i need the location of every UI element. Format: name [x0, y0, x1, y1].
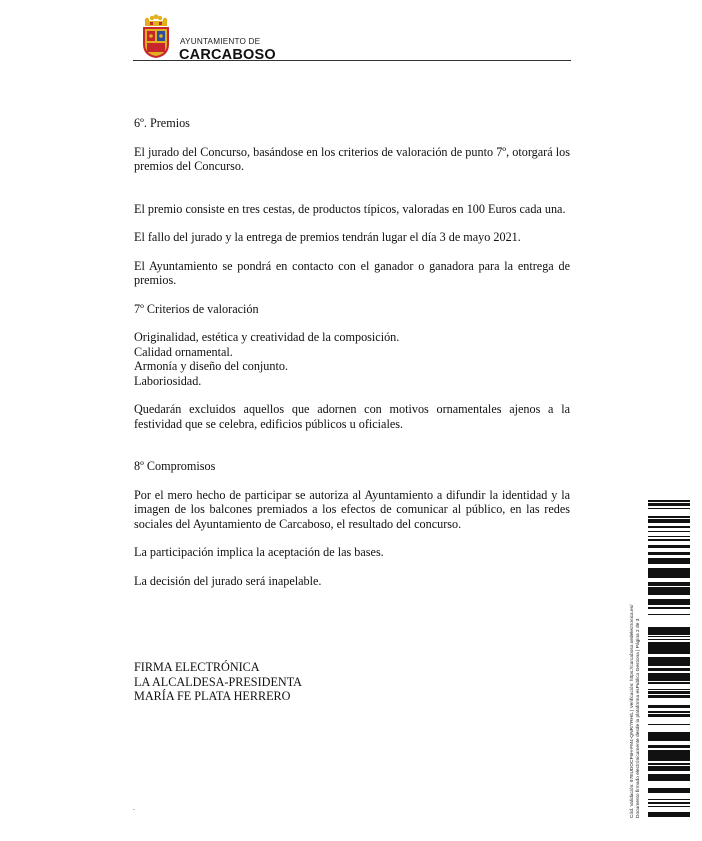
barcode-bar: [648, 505, 690, 506]
barcode-bar: [648, 628, 690, 630]
barcode-bar: [648, 802, 690, 804]
barcode-bar: [648, 673, 690, 676]
barcode-bar: [648, 697, 690, 698]
barcode-bar: [648, 705, 690, 708]
footer-mark: .: [133, 803, 135, 812]
paragraph: El premio consiste en tres cestas, de productos típicos, valoradas en 100 Euros cada una.: [134, 201, 566, 216]
letterhead: [141, 14, 571, 63]
barcode-bar: [648, 522, 690, 523]
validation-line: Documento firmado electrónicamente desde la plataforma esPublico Gestiona | Página 2 de 3: [636, 618, 641, 818]
barcode-bar: [648, 779, 690, 781]
barcode-bar: [648, 647, 690, 649]
barcode-bar: [648, 649, 690, 652]
barcode-icon: [648, 500, 690, 818]
barcode-bar: [648, 756, 690, 757]
barcode-bar: [648, 736, 690, 739]
header-divider: [133, 60, 571, 61]
barcode-bar: [648, 757, 690, 758]
barcode-bar: [648, 519, 690, 522]
signature-line: MARÍA FE PLATA HERRERO: [134, 689, 291, 703]
barcode-bar: [648, 746, 690, 748]
barcode-bar: [648, 769, 690, 771]
barcode-bar: [648, 568, 690, 569]
barcode-bar: [648, 536, 690, 537]
barcode-bar: [648, 724, 690, 725]
barcode-bar: [648, 644, 690, 646]
barcode-bar: [648, 599, 690, 602]
barcode-bar: [648, 636, 690, 637]
barcode-bar: [648, 732, 690, 735]
barcode-bar: [648, 646, 690, 647]
barcode-bar: [648, 814, 690, 817]
barcode-bar: [648, 750, 690, 753]
barcode-bar: [648, 806, 690, 807]
barcode-bar: [648, 602, 690, 604]
barcode-bar: [648, 678, 690, 681]
barcode-bar: [648, 642, 690, 644]
signature-line: FIRMA ELECTRÓNICA: [134, 660, 260, 674]
barcode-bar: [648, 689, 690, 690]
coat-of-arms-icon: [141, 14, 171, 59]
paragraph: La participación implica la aceptación de las bases.: [134, 545, 384, 559]
barcode-bar: [648, 560, 690, 562]
paragraph: Quedarán excluidos aquellos que adornen con motivos ornamentales ajenos a la festividad que se celebra, edificios públicos u oficiales.: [134, 402, 570, 431]
barcode-bar: [648, 558, 690, 560]
barcode-bar: [648, 503, 690, 505]
barcode-bar: [648, 594, 690, 595]
barcode-bar: [648, 590, 690, 592]
barcode-bar: [648, 711, 690, 713]
barcode-bar: [648, 696, 690, 697]
barcode-bar: [648, 714, 690, 715]
barcode-bar: [648, 575, 690, 578]
barcode-bar: [648, 539, 690, 540]
barcode-bar: [648, 627, 690, 628]
barcode-bar: [648, 545, 690, 548]
barcode-bar: [648, 639, 690, 640]
barcode-bar: [648, 776, 690, 779]
org-name: CARCABOSO: [179, 47, 276, 63]
barcode-bar: [648, 585, 690, 586]
barcode-bar: [648, 569, 690, 572]
barcode-bar: [648, 592, 690, 594]
barcode-bar: [648, 540, 690, 541]
paragraph: Por el mero hecho de participar se autoriza al Ayuntamiento a difundir la identidad y la imagen de los balcones premiados a los efectos de comunicar al público, en las redes sociales del Ayuntamiento de Carcaboso, el resultado del concurso.: [134, 487, 570, 531]
barcode-bar: [648, 657, 690, 659]
section-heading: 7º Criterios de valoración: [134, 301, 259, 316]
validation-line: Cód. Validación: 97EUDOCF6H-FM4-QNR/7RH/L | Verificación: https://carcaboso.sedelectronica.es/: [630, 604, 635, 818]
barcode-bar: [648, 812, 690, 814]
barcode-bar: [648, 662, 690, 664]
criteria-item: Originalidad, estética y creatividad de la composición.: [134, 330, 400, 344]
paragraph: La decisión del jurado será inapelable.: [134, 573, 322, 588]
barcode-bar: [648, 715, 690, 717]
barcode-bar: [648, 659, 690, 662]
barcode-bar: [648, 582, 690, 585]
barcode-bar: [648, 774, 690, 776]
barcode-bar: [648, 632, 690, 635]
barcode-bar: [648, 790, 690, 793]
validation-text: [630, 498, 642, 818]
section-heading: 8º Compromisos: [134, 459, 216, 473]
barcode-bar: [648, 587, 690, 589]
org-subtitle: AYUNTAMIENTO DE: [180, 37, 261, 46]
section-heading: 6º. Premios: [134, 116, 190, 130]
barcode-bar: [648, 695, 690, 696]
barcode-bar: [648, 500, 690, 502]
document-body: [134, 116, 570, 704]
barcode-bar: [648, 788, 690, 790]
barcode-bar: [648, 682, 690, 684]
paragraph: El jurado del Concurso, basándose en los criterios de valoración de punto 7º, otorgará los premios del Concurso.: [134, 144, 570, 173]
barcode-bar: [648, 589, 690, 590]
barcode-bar: [648, 739, 690, 741]
barcode-bar: [648, 676, 690, 678]
barcode-bar: [648, 607, 690, 609]
barcode-bar: [648, 668, 690, 671]
criteria-item: Laboriosidad.: [134, 373, 202, 388]
barcode-bar: [648, 758, 690, 761]
barcode-bar: [648, 614, 690, 615]
criteria-item: Calidad ornamental.: [134, 344, 233, 359]
barcode-bar: [648, 753, 690, 756]
paragraph: El fallo del jurado y la entrega de premios tendrán lugar el día 3 de mayo 2021.: [134, 230, 521, 244]
barcode-bar: [648, 531, 690, 532]
barcode-bar: [648, 691, 690, 694]
barcode-bar: [648, 745, 690, 746]
paragraph: El Ayuntamiento se pondrá en contacto con el ganador o ganadora para la entrega de premios.: [134, 258, 570, 287]
barcode-bar: [648, 552, 690, 555]
signature-line: LA ALCALDESA-PRESIDENTA: [134, 674, 302, 689]
barcode-bar: [648, 763, 690, 765]
barcode-bar: [648, 630, 690, 632]
barcode-bar: [648, 799, 690, 800]
barcode-bar: [648, 652, 690, 654]
barcode-bar: [648, 562, 690, 564]
barcode-bar: [648, 572, 690, 575]
criteria-item: Armonía y diseño del conjunto.: [134, 359, 289, 373]
barcode-bar: [648, 766, 690, 769]
barcode-bar: [648, 664, 690, 666]
barcode-bar: [648, 516, 690, 518]
barcode-bar: [648, 508, 690, 509]
barcode-bar: [648, 526, 690, 528]
barcode-bar: [648, 735, 690, 736]
barcode-bar: [648, 604, 690, 605]
